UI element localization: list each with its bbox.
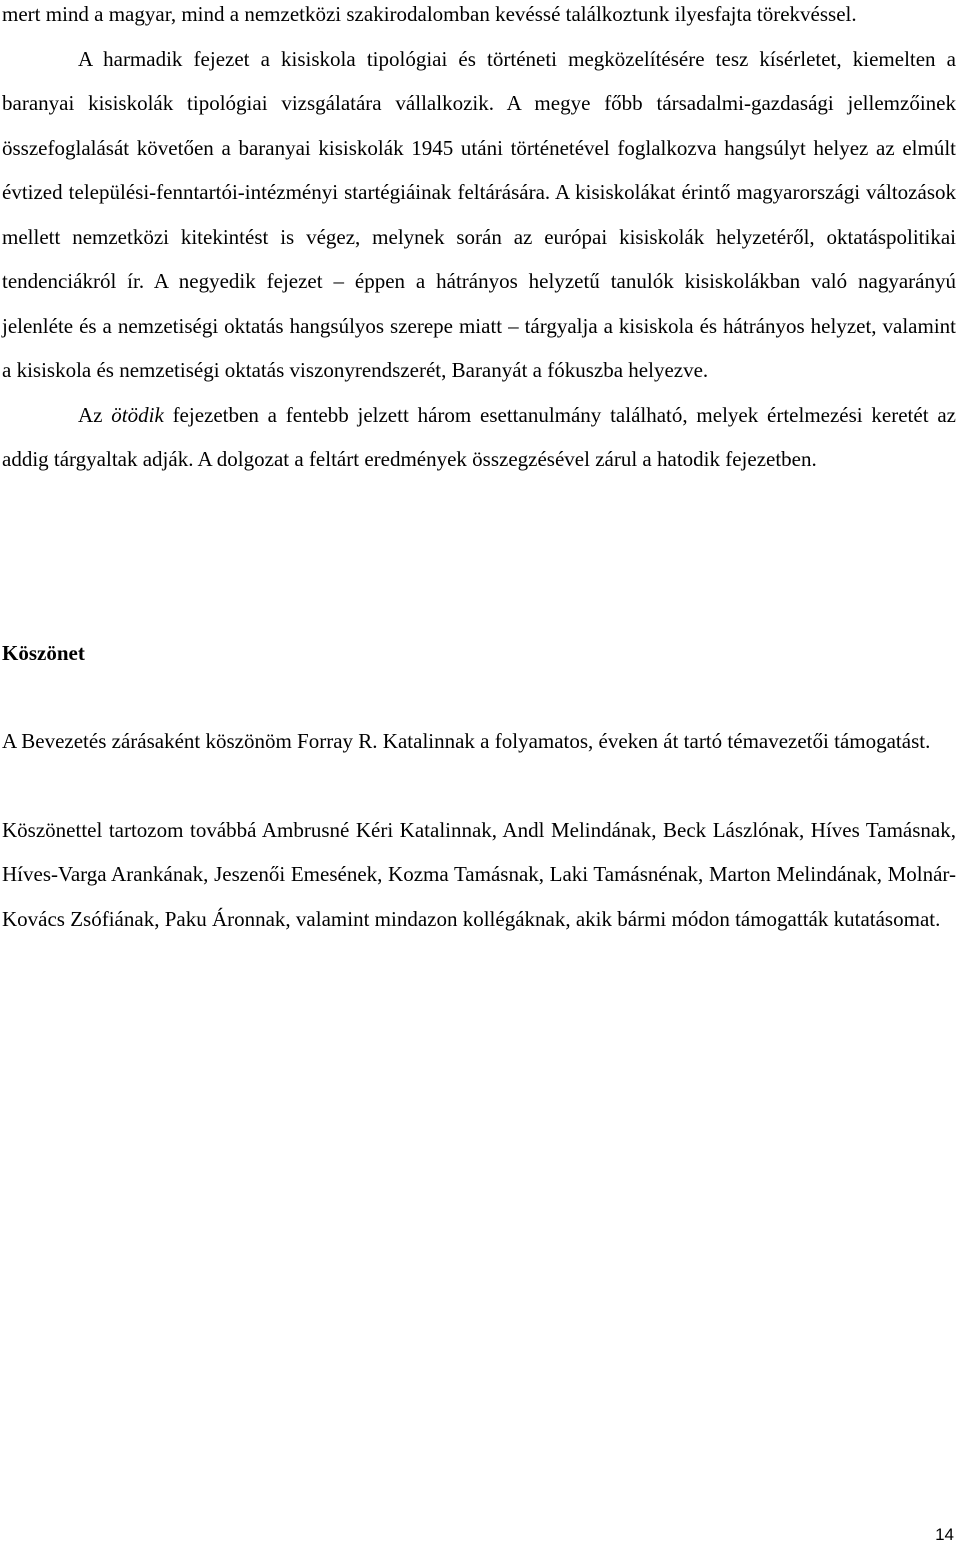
paragraph-chapter-5-before: Az — [78, 402, 112, 427]
paragraph-chapter-5-after: fejezetben a fentebb jelzett három esettanulmány található, melyek értelmezési keretét az addig tárgyaltak adják. A dolgozat a feltárt eredmények összegzésével zárul a hatodik fejezetben. — [2, 402, 956, 471]
paragraph-top: mert mind a magyar, mind a nemzetközi szakirodalomban kevéssé találkoztunk ilyesfajta törekvéssel. — [2, 2, 857, 26]
thanks-paragraph-2: Köszönettel tartozom továbbá Ambrusné Kéri Katalinnak, Andl Melindának, Beck Lászlónak, Híves Tamásnak, Híves-Varga Arankának, Jeszenői Emesének, Kozma Tamásnak, Laki Tamásnénak, Marton Melindának, Molnár-Kovács Zsófiának, Paku Áronnak, valamint mindazon kollégáknak, akik bármi módon támogatták kutatásomat. — [2, 817, 956, 931]
paragraph-chapter-5-emphasis: ötödik — [111, 402, 164, 427]
document-page — [2, 0, 956, 941]
thanks-paragraph-1: A Bevezetés zárásaként köszönöm Forray R. Katalinnak a folyamatos, éveken át tartó témavezetői támogatást. — [2, 729, 931, 753]
paragraph-chapter-5 — [2, 393, 956, 482]
paragraph-chapter-3: A harmadik fejezet a kisiskola tipológiai és történeti megközelítésére tesz kísérletet, kiemelten a baranyai kisiskolák tipológiai vizsgálatára vállalkozik. A megye főbb társadalmi-gazdasági jellemzőinek összefoglalását követően a baranyai kisiskolák 1945 utáni történetével foglalkozva hangsúlyt helyez az elmúlt évtized települési-fenntartói-intézményi startégiáinak feltárására. A kisiskolákat érintő magyarországi változások mellett nemzetközi kitekintést is végez, melynek során az európai kisiskolák helyzetéről, oktatáspolitikai tendenciákról ír. A negyedik fejezet – éppen a hátrányos helyzetű tanulók kisiskolákban való nagyarányú jelenléte és a nemzetiségi oktatás hangsúlyos szerepe miatt – tárgyalja a kisiskola és hátrányos helyzet, valamint a kisiskola és nemzetiségi oktatás viszonyrendszerét, Baranyát a fókuszba helyezve. — [2, 46, 956, 382]
page-number: 14 — [935, 1525, 954, 1544]
section-heading: Köszönet — [2, 640, 85, 665]
